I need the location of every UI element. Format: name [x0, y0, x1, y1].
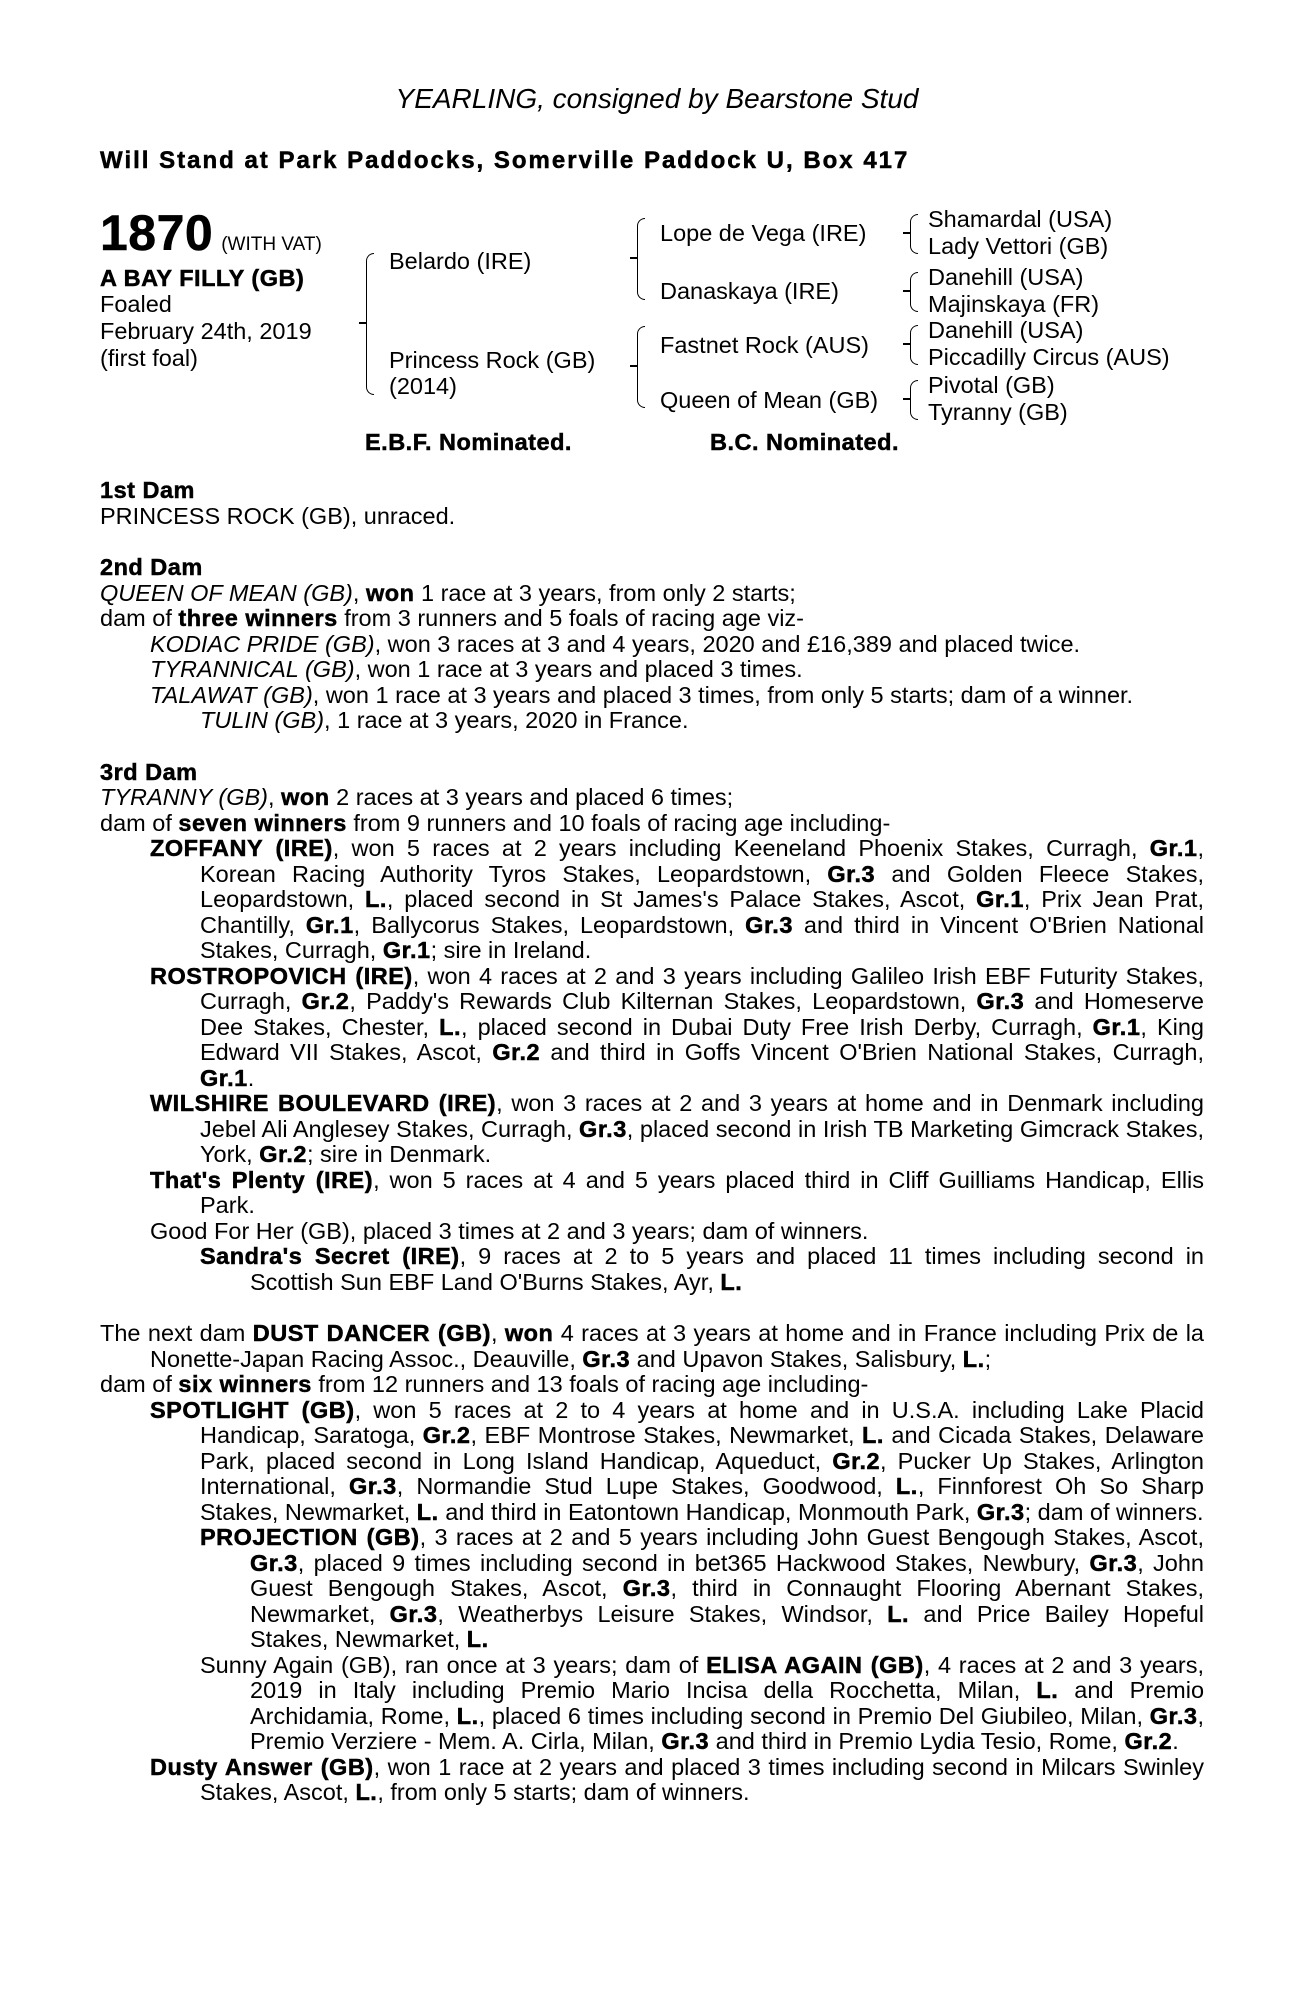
third-dam-line: TYRANNY (GB), won 2 races at 3 years and placed 6 times; — [100, 784, 734, 810]
first-dam-section — [100, 478, 1204, 529]
dam-year: (2014) — [389, 373, 457, 399]
pedigree-brace-sire-line — [637, 218, 645, 300]
pedigree-brace-g4 — [910, 380, 918, 420]
third-dam-section — [100, 760, 1204, 1296]
produce-entry-good-for-her: Good For Her (GB), placed 3 times at 2 and 3 years; dam of winners. — [150, 1217, 869, 1244]
vat-note: (WITH VAT) — [221, 234, 322, 255]
pedigree-brace-g1 — [910, 214, 918, 254]
first-dam-text: PRINCESS ROCK (GB), unraced. — [100, 502, 456, 529]
produce-entry-rostropovich: ROSTROPOVICH (IRE), won 4 races at 2 and 3 years including Galileo Irish EBF Futurity Stakes, Curragh, Gr.2, Paddy's Rewards Club Kilternan Stakes, Leopardstown, Gr.3 and Homeserve Dee Stakes, Chester, L., placed second in Dubai Duty Free Irish Derby, Curragh, Gr.1, King Edward VII Stakes, Ascot, Gr.2 and third in Goffs Vincent O'Brien National Stakes, Curragh, Gr.1. — [150, 962, 1205, 1091]
next-dam-section — [100, 1321, 1204, 1806]
second-dam-line: QUEEN OF MEAN (GB), won 1 race at 3 years, from only 2 starts; — [100, 579, 796, 606]
produce-entry-dusty-answer: Dusty Answer (GB), won 1 race at 2 years and placed 3 times including second in Milcars Swinley Stakes, Ascot, L., from only 5 starts; dam of winners. — [150, 1753, 1204, 1805]
dam-sire-name: Fastnet Rock (AUS) — [660, 332, 869, 358]
second-dam-heading: 2nd Dam — [100, 554, 203, 580]
grandsire-3: Danehill (USA) — [928, 317, 1084, 343]
grandsire-2: Danehill (USA) — [928, 264, 1084, 290]
foal-note: (first foal) — [100, 345, 198, 371]
bc-nomination: B.C. Nominated. — [710, 429, 899, 455]
produce-entry-thats-plenty: That's Plenty (IRE), won 5 races at 4 and 5 years placed third in Cliff Guilliams Handicap, Ellis Park. — [150, 1166, 1205, 1218]
pedigree-brace-tip — [630, 365, 637, 367]
granddam-2: Majinskaya (FR) — [928, 291, 1100, 317]
pedigree-brace-g2 — [910, 272, 918, 312]
pedigree-brace-tip — [359, 322, 366, 324]
third-dam-produce-line: dam of seven winners from 9 runners and 10 foals of racing age including- — [100, 809, 891, 836]
produce-entry-projection: PROJECTION (GB), 3 races at 2 and 5 years including John Guest Bengough Stakes, Ascot, Gr.3, placed 9 times including second in bet365 Hackwood Stakes, Newbury, Gr.3, John Guest Bengough Stakes, Ascot, Gr.3, third in Connaught Flooring Abernant Stakes, Newmarket, Gr.3, Weatherbys Leisure Stakes, Windsor, L. and Price Bailey Hopeful Stakes, Newmarket, L. — [200, 1524, 1205, 1652]
pedigree-brace-dam-line — [637, 326, 645, 408]
pedigree-brace-tip — [903, 398, 910, 400]
lot-number: 1870 — [100, 205, 214, 261]
catalogue-title: YEARLING, consigned by Bearstone Stud — [395, 83, 919, 114]
produce-entry-wilshire-boulevard: WILSHIRE BOULEVARD (IRE), won 3 races at 2 and 3 years at home and in Denmark including Jebel Ali Anglesey Stakes, Curragh, Gr.3, placed second in Irish TB Marketing Gimcrack Stakes, York, Gr.2; sire in Denmark. — [150, 1090, 1204, 1167]
ebf-nomination: E.B.F. Nominated. — [365, 429, 572, 455]
pedigree-brace-sire-dam — [366, 253, 374, 395]
produce-entry-sunny-again: Sunny Again (GB), ran once at 3 years; dam of ELISA AGAIN (GB), 4 races at 2 and 3 years, 2019 in Italy including Premio Mario Incisa della Rocchetta, Milan, L. and Premio Archidamia, Rome, L., placed 6 times including second in Premio Del Giubileo, Milan, Gr.3, Premio Verziere - Mem. A. Cirla, Milan, Gr.3 and third in Premio Lydia Tesio, Rome, Gr.2. — [200, 1651, 1205, 1754]
produce-entry-sandras-secret: Sandra's Secret (IRE), 9 races at 2 to 5 years and placed 11 times including second in Scottish Sun EBF Land O'Burns Stakes, Ayr, L. — [200, 1243, 1204, 1295]
produce-entry: TALAWAT (GB), won 1 race at 3 years and placed 3 times, from only 5 starts; dam of a winner. — [150, 681, 1134, 708]
produce-entry-zoffany: ZOFFANY (IRE), won 5 races at 2 years including Keeneland Phoenix Stakes, Curragh, Gr.1, Korean Racing Authority Tyros Stakes, Leopardstown, Gr.3 and Golden Fleece Stakes, Leopardstown, L., placed second in St James's Palace Stakes, Ascot, Gr.1, Prix Jean Prat, Chantilly, Gr.1, Ballycorus Stakes, Leopardstown, Gr.3 and third in Vincent O'Brien National Stakes, Curragh, Gr.1; sire in Ireland. — [150, 835, 1204, 963]
produce-entry-spotlight: SPOTLIGHT (GB), won 5 races at 2 to 4 years at home and in U.S.A. including Lake Placid Handicap, Saratoga, Gr.2, EBF Montrose Stakes, Newmarket, L. and Cicada Stakes, Delaware Park, placed second in Long Island Handicap, Aqueduct, Gr.2, Pucker Up Stakes, Arlington International, Gr.3, Normandie Stud Lupe Stakes, Goodwood, L., Finnforest Oh So Sharp Stakes, Newmarket, L. and third in Eatontown Handicap, Monmouth Park, Gr.3; dam of winners. — [150, 1396, 1204, 1525]
produce-entry: TYRANNICAL (GB), won 1 race at 3 years and placed 3 times. — [150, 656, 803, 682]
sire-dam-name: Danaskaya (IRE) — [660, 278, 839, 304]
second-dam-section — [100, 555, 1204, 734]
next-dam-line: The next dam DUST DANCER (GB), won 4 races at 3 years at home and in France including Prix de la Nonette-Japan Racing Assoc., Deauville, Gr.3 and Upavon Stakes, Salisbury, L.; — [100, 1320, 1205, 1372]
pedigree-brace-tip — [903, 290, 910, 292]
next-dam-produce-line: dam of six winners from 12 runners and 13 foals of racing age including- — [100, 1371, 869, 1397]
pedigree-brace-tip — [903, 343, 910, 345]
dam-name: Princess Rock (GB) — [389, 347, 596, 373]
grandsire-1: Shamardal (USA) — [928, 206, 1113, 232]
foaled-label: Foaled — [100, 291, 172, 317]
stand-location: Will Stand at Park Paddocks, Somerville Paddock U, Box 417 — [100, 147, 910, 174]
foaled-date: February 24th, 2019 — [100, 318, 312, 344]
lot-description: A BAY FILLY (GB) — [100, 265, 305, 291]
first-dam-heading: 1st Dam — [100, 477, 195, 503]
granddam-3: Piccadilly Circus (AUS) — [928, 344, 1170, 370]
granddam-4: Tyranny (GB) — [928, 399, 1068, 425]
sire-name: Belardo (IRE) — [389, 248, 532, 274]
produce-entry: TULIN (GB), 1 race at 3 years, 2020 in France. — [200, 707, 689, 733]
pedigree-brace-tip — [630, 257, 637, 259]
sire-sire-name: Lope de Vega (IRE) — [660, 220, 867, 246]
pedigree-brace-g3 — [910, 325, 918, 365]
granddam-1: Lady Vettori (GB) — [928, 233, 1109, 259]
third-dam-heading: 3rd Dam — [100, 758, 198, 785]
pedigree-brace-tip — [903, 232, 910, 234]
dam-dam-name: Queen of Mean (GB) — [660, 387, 879, 413]
produce-entry: KODIAC PRIDE (GB), won 3 races at 3 and 4 years, 2020 and £16,389 and placed twice. — [150, 630, 1081, 657]
lot-number-line — [100, 205, 322, 270]
dam-sections — [100, 478, 1204, 1806]
grandsire-4: Pivotal (GB) — [928, 372, 1055, 398]
second-dam-produce-line: dam of three winners from 3 runners and 5 foals of racing age viz- — [100, 605, 804, 631]
